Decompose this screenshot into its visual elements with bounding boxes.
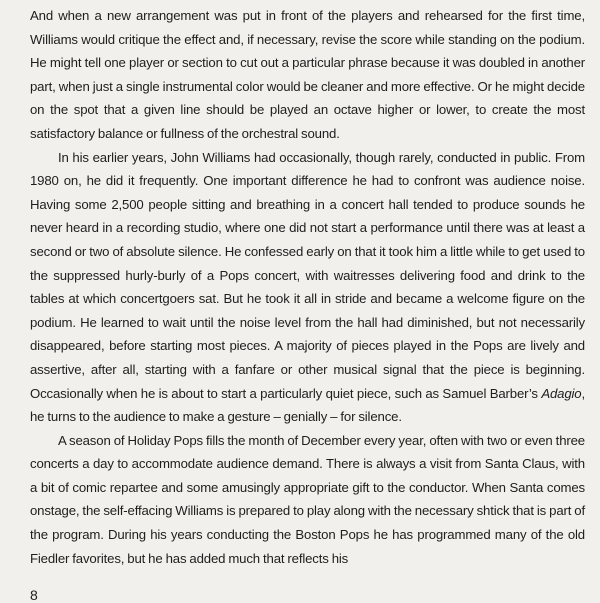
italic-title: Adagio	[541, 385, 582, 401]
paragraph-3	[30, 429, 585, 571]
book-page	[30, 4, 585, 603]
paragraph-text: In his earlier years, John Williams had occasionally, though rarely, conducted in public. From 1980 on, he did it frequently. One important difference he had to confront was audience noise. Having some 2,500 people sitting and breathing in a concert hall tended to produce sounds he never heard in a recording studio, where one did not start a performance until there was at least a second or two of absolute silence. He confessed early on that it took him a little while to get used to the suppressed hurly-burly of a Pops concert, with waitresses delivering food and drink to the tables at which concertgoers sat. But he took it all in stride and became a welcome figure on the podium. He learned to wait until the noise level from the hall had diminished, but not necessarily disappeared, before starting most pieces. A majority of pieces played in the Pops are lively and assertive, after all, starting with a fanfare or other musical signal that the piece is beginning. Occasionally when he is about to start a particularly quiet piece, such as Samuel Barber’s	[30, 149, 585, 401]
body-text	[30, 4, 585, 570]
paragraph-text: , he turns to the audience to make a gesture – genially – for silence.	[30, 385, 585, 425]
paragraph-text: A season of Holiday Pops fills the month of December every year, often with two or even three concerts a day to accommodate audience demand. There is always a visit from Santa Claus, with a bit of comic repartee and some amusingly appropriate gift to the conductor. When Santa comes onstage, the self-effacing Williams is prepared to play along with the necessary shtick that is part of the program. During his years conducting the Boston Pops he has programmed many of the old Fiedler favorites, but he has added much that reflects his	[30, 432, 585, 566]
paragraph-text: And when a new arrangement was put in front of the players and rehearsed for the first time, Williams would critique the effect and, if necessary, revise the score while standing on the podium. He might tell one player or section to cut out a particular phrase because it was doubled in another part, when just a single instrumental color would be cleaner and more effective. Or he might decide on the spot that a given line should be played an octave higher or lower, to create the most satisfactory balance or fullness of the orchestral sound.	[30, 8, 585, 141]
page-number: 8	[30, 587, 38, 603]
paragraph-2	[30, 146, 585, 429]
paragraph-1	[30, 4, 585, 146]
